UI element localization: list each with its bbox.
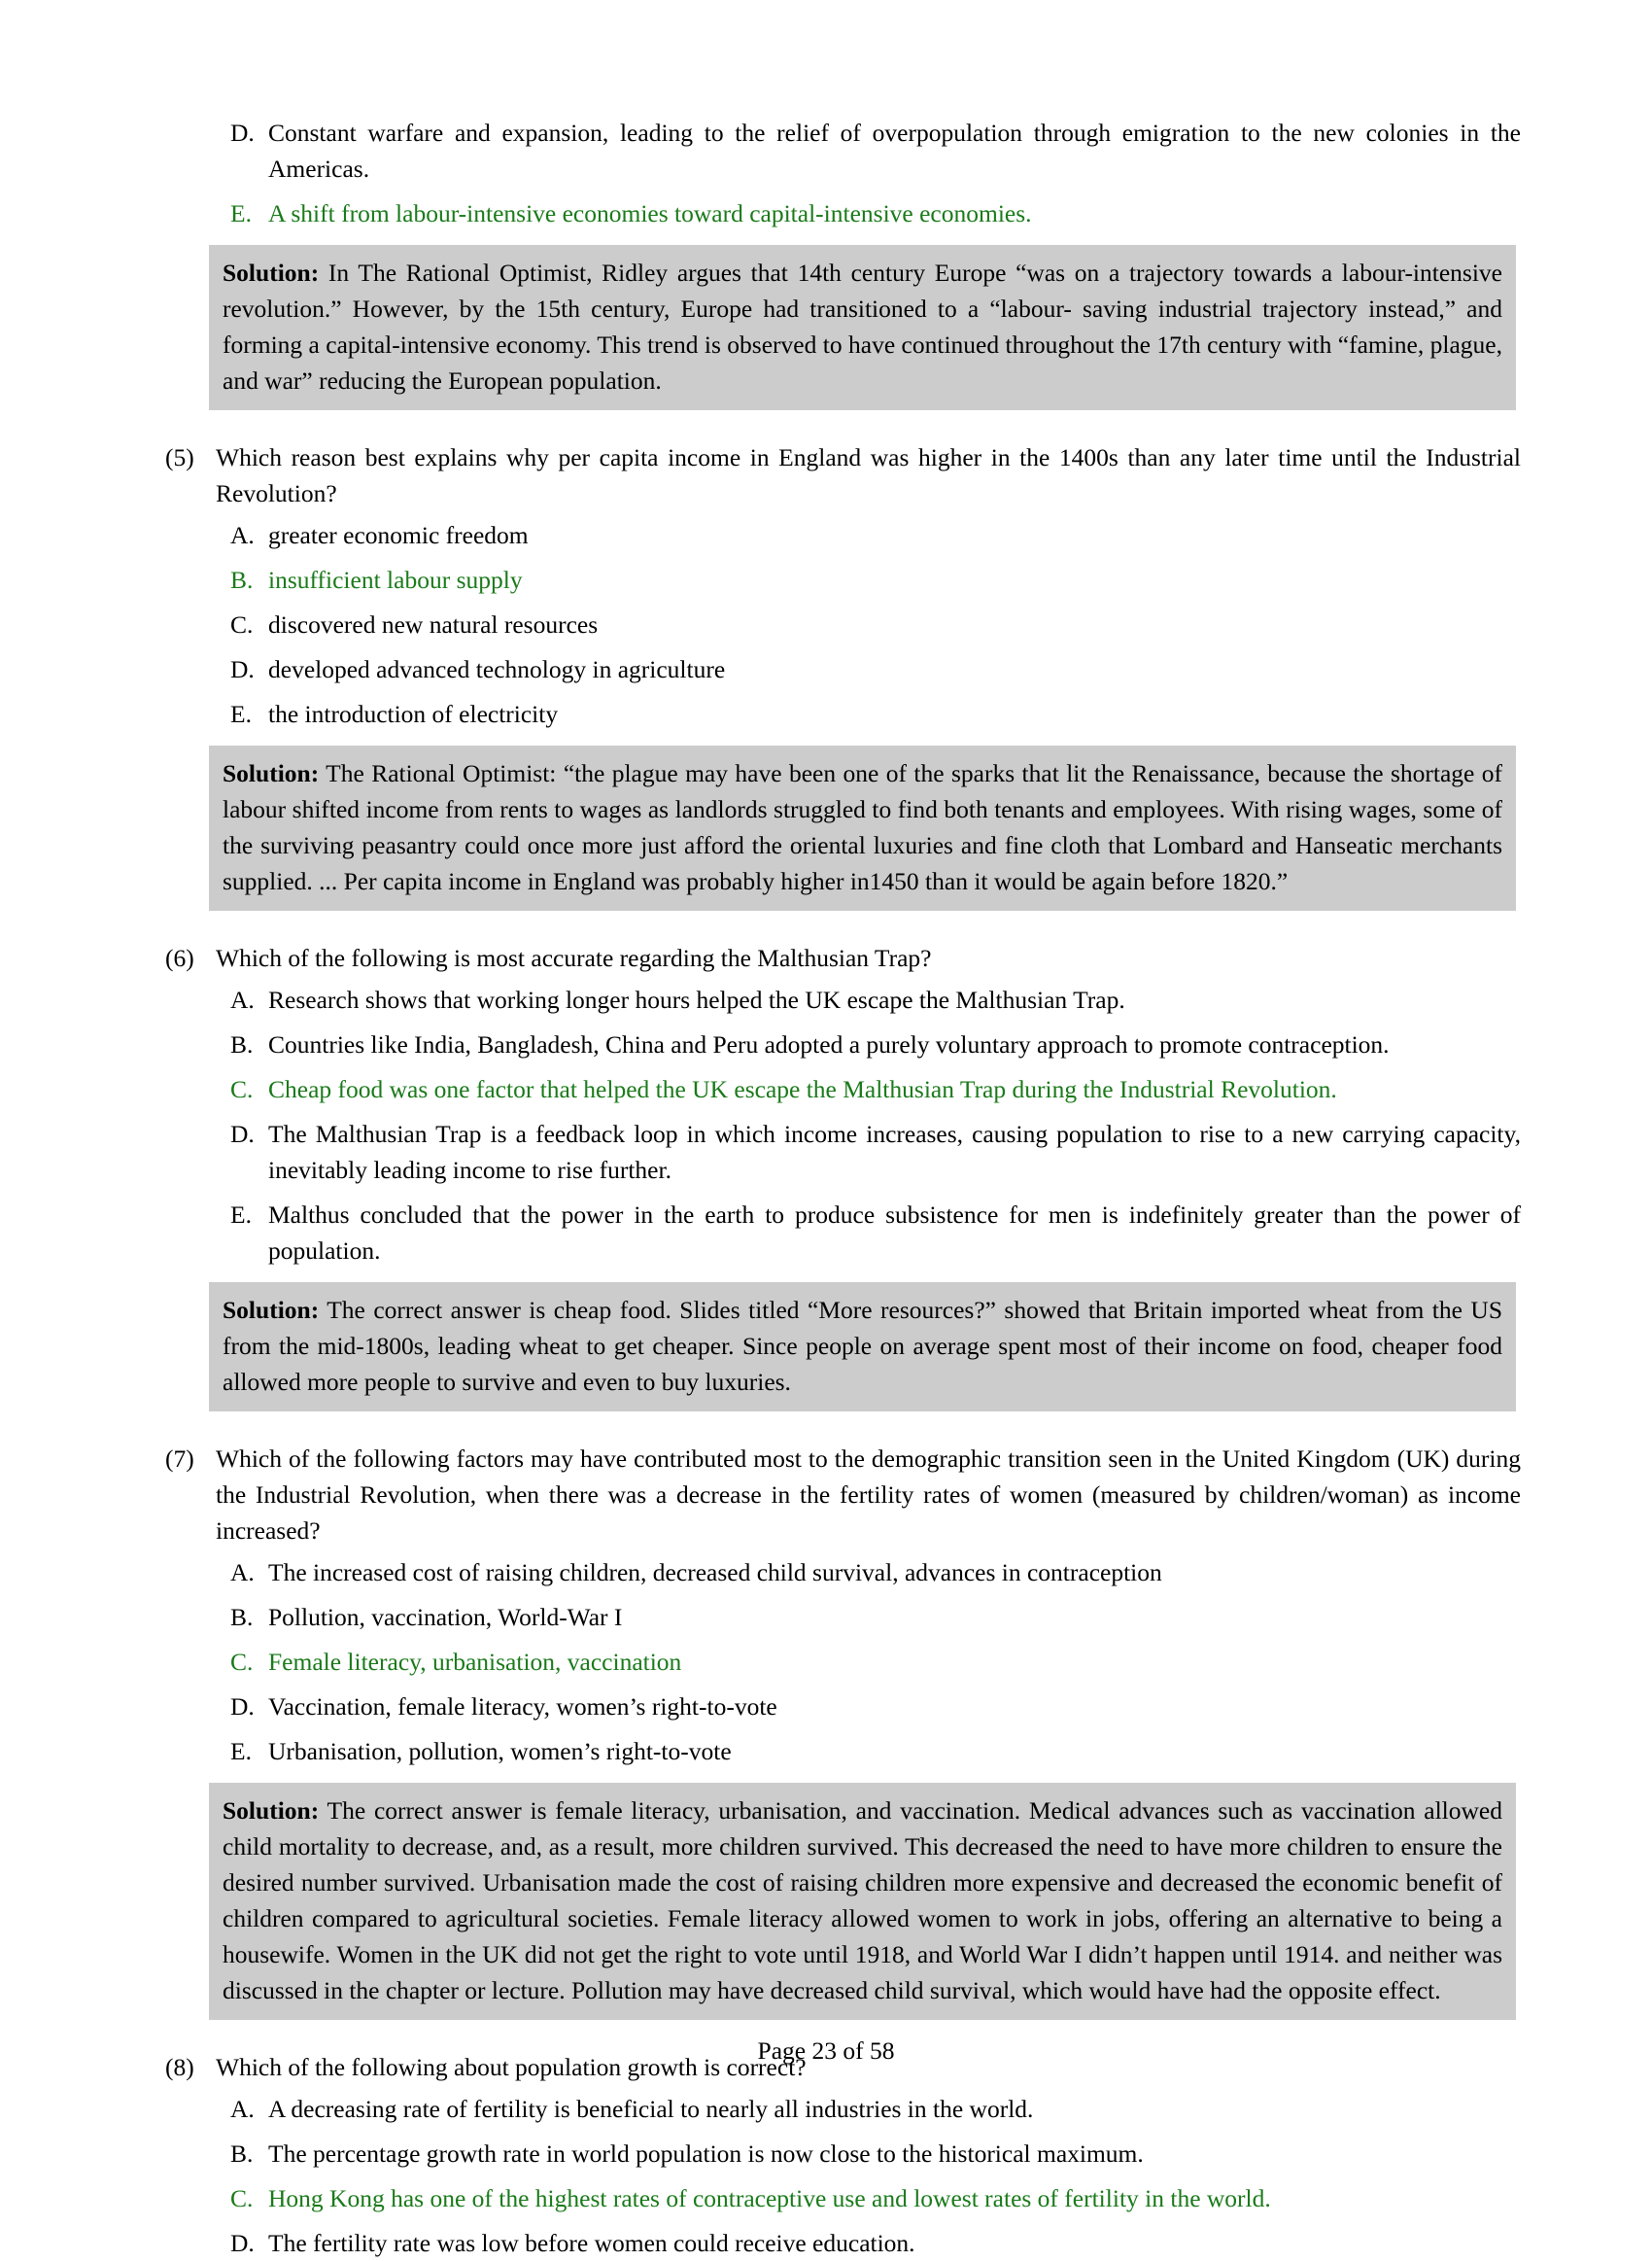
choice-list xyxy=(165,982,1521,1269)
choice-item[interactable] xyxy=(165,2225,1521,2261)
question-number: (6) xyxy=(165,944,194,972)
choice-list xyxy=(165,517,1521,732)
question-prompt-row xyxy=(165,940,1521,976)
solution-text: The correct answer is female literacy, urbanisation, and vaccination. Medical advances such as vaccination allowed child mortality to decrease, and, as a result, more children survived. This decreased the need to have more children to ensure the desired number survived. Urbanisation made the cost of raising children more expensive and decreased the economic benefit of children compared to agricultural societies. Female literacy allowed women to work in jobs, offering an alternative to being a housewife. Women in the UK did not get the right to vote until 1918, and World War I didn’t happen until 1914. and neither was discussed in the chapter or lecture. Pollution may have decreased child survival, which would have had the opposite effect. xyxy=(223,1796,1502,2004)
choice-text: Vaccination, female literacy, women’s right-to-vote xyxy=(268,1692,777,1721)
question-prompt: Which of the following is most accurate regarding the Malthusian Trap? xyxy=(216,944,932,972)
choice-letter: D. xyxy=(230,655,255,683)
question-block-8 xyxy=(165,2049,1521,2261)
question-block-7 xyxy=(165,1441,1521,2020)
question-number: (5) xyxy=(165,443,194,471)
choice-letter: D. xyxy=(230,1692,255,1721)
choice-letter: B. xyxy=(230,1030,254,1059)
choice-item[interactable] xyxy=(165,115,1521,187)
question-prompt-row xyxy=(165,439,1521,511)
choice-item[interactable] xyxy=(165,2091,1521,2127)
choice-text: The percentage growth rate in world population is now close to the historical maximum. xyxy=(268,2139,1144,2168)
choice-letter: D. xyxy=(230,1120,255,1148)
choice-item[interactable] xyxy=(165,1071,1521,1107)
choice-letter: C. xyxy=(230,1648,254,1676)
choice-letter: E. xyxy=(230,700,252,728)
choice-letter: C. xyxy=(230,1075,254,1103)
choice-item[interactable] xyxy=(165,1733,1521,1769)
choice-letter: B. xyxy=(230,2139,254,2168)
solution-box xyxy=(209,1783,1516,2020)
choice-text: The fertility rate was low before women could receive education. xyxy=(268,2229,915,2257)
choice-text: A decreasing rate of fertility is beneficial to nearly all industries in the world. xyxy=(268,2095,1034,2123)
choice-letter: B. xyxy=(230,1603,254,1631)
choice-text: developed advanced technology in agriculture xyxy=(268,655,726,683)
question-number: (7) xyxy=(165,1444,194,1473)
choice-text: Cheap food was one factor that helped the UK escape the Malthusian Trap during the Industrial Revolution. xyxy=(268,1075,1337,1103)
choice-letter: A. xyxy=(230,2095,255,2123)
choice-list xyxy=(165,1554,1521,1769)
choice-text: greater economic freedom xyxy=(268,521,529,549)
solution-label: Solution: xyxy=(223,259,320,287)
choice-text: discovered new natural resources xyxy=(268,610,599,639)
choice-text: Malthus concluded that the power in the earth to produce subsistence for men is indefinitely greater than the power of population. xyxy=(268,1200,1521,1265)
choice-text: Hong Kong has one of the highest rates of contraceptive use and lowest rates of fertility in the world. xyxy=(268,2184,1271,2212)
page-content xyxy=(165,115,1521,2261)
choice-text: The Malthusian Trap is a feedback loop in which income increases, causing population to rise to a new carrying capacity, inevitably leading income to rise further. xyxy=(268,1120,1521,1184)
choice-item[interactable] xyxy=(165,607,1521,643)
choice-text: insufficient labour supply xyxy=(268,566,523,594)
choice-letter: B. xyxy=(230,566,254,594)
choice-item[interactable] xyxy=(165,1026,1521,1062)
choice-item[interactable] xyxy=(165,2180,1521,2216)
choice-letter: A. xyxy=(230,1558,255,1586)
question-prompt-row xyxy=(165,1441,1521,1548)
choice-letter: A. xyxy=(230,986,255,1014)
solution-label: Solution: xyxy=(223,1796,320,1825)
solution-box xyxy=(209,1282,1516,1411)
choice-letter: E. xyxy=(230,1200,252,1229)
choice-item[interactable] xyxy=(165,982,1521,1018)
solution-label: Solution: xyxy=(223,1296,320,1324)
choice-text: the introduction of electricity xyxy=(268,700,559,728)
choice-text: Pollution, vaccination, World-War I xyxy=(268,1603,623,1631)
choice-item[interactable] xyxy=(165,1554,1521,1590)
choice-item[interactable] xyxy=(165,517,1521,553)
question-prompt: Which reason best explains why per capita income in England was higher in the 1400s than any later time until the Industrial Revolution? xyxy=(216,443,1521,507)
solution-label: Solution: xyxy=(223,759,320,787)
question-prompt: Which of the following factors may have contributed most to the demographic transition seen in the United Kingdom (UK) during the Industrial Revolution, when there was a decrease in the fertility rates of women (measured by children/woman) as income increased? xyxy=(216,1444,1521,1545)
choice-text: Countries like India, Bangladesh, China and Peru adopted a purely voluntary approach to promote contraception. xyxy=(268,1030,1390,1059)
choice-text: Urbanisation, pollution, women’s right-to-vote xyxy=(268,1737,732,1765)
choice-letter: D. xyxy=(230,2229,255,2257)
choice-text: The increased cost of raising children, decreased child survival, advances in contraception xyxy=(268,1558,1162,1586)
solution-box xyxy=(209,746,1516,911)
choice-list xyxy=(165,2091,1521,2261)
choice-item[interactable] xyxy=(165,1644,1521,1680)
solution-text: The correct answer is cheap food. Slides titled “More resources?” showed that Britain imported wheat from the US from the mid-1800s, leading wheat to get cheaper. Since people on average spent most of their income on food, cheaper food allowed more people to survive and even to buy luxuries. xyxy=(223,1296,1503,1396)
choice-text: Constant warfare and expansion, leading to the relief of overpopulation through emigration to the new colonies in the Americas. xyxy=(268,119,1521,183)
carryover-question-block xyxy=(165,115,1521,410)
choice-item[interactable] xyxy=(165,696,1521,732)
question-block-5 xyxy=(165,439,1521,911)
page-footer xyxy=(0,2036,1652,2066)
choice-item[interactable] xyxy=(165,195,1521,231)
choice-letter: C. xyxy=(230,2184,254,2212)
choice-text: Research shows that working longer hours helped the UK escape the Malthusian Trap. xyxy=(268,986,1125,1014)
question-number: (8) xyxy=(165,2053,194,2081)
choice-letter: D. xyxy=(230,119,255,147)
question-prompt: Which of the following about population growth is correct? xyxy=(216,2053,807,2081)
choice-letter: E. xyxy=(230,199,252,227)
choice-letter: E. xyxy=(230,1737,252,1765)
solution-text: In The Rational Optimist, Ridley argues that 14th century Europe “was on a trajectory towards a labour-intensive revolution.” However, by the 15th century, Europe had transitioned to a “labour- saving industrial trajectory instead,” and forming a capital-intensive economy. This trend is observed to have continued throughout the 17th century with “famine, plague, and war” reducing the European population. xyxy=(223,259,1502,395)
choice-item[interactable] xyxy=(165,562,1521,598)
question-block-6 xyxy=(165,940,1521,1411)
solution-text: The Rational Optimist: “the plague may have been one of the sparks that lit the Renaissance, because the shortage of labour shifted income from rents to wages as landlords struggled to find both tenants and employees. With rising wages, some of the surviving peasantry could once more just afford the oriental luxuries and fine cloth that Lombard and Hanseatic merchants supplied. ... Per capita income in England was probably higher in1450 than it would be again before 1820.” xyxy=(223,759,1503,895)
choice-item[interactable] xyxy=(165,1116,1521,1188)
choice-item[interactable] xyxy=(165,1688,1521,1724)
choice-item[interactable] xyxy=(165,1197,1521,1269)
carryover-choice-list xyxy=(165,115,1521,231)
spacer xyxy=(165,410,1521,439)
spacer xyxy=(165,1411,1521,1441)
choice-item[interactable] xyxy=(165,2136,1521,2172)
choice-text: A shift from labour-intensive economies toward capital-intensive economies. xyxy=(268,199,1032,227)
choice-letter: A. xyxy=(230,521,255,549)
solution-box xyxy=(209,245,1516,410)
page-number-label: Page 23 of 58 xyxy=(757,2036,895,2065)
choice-item[interactable] xyxy=(165,651,1521,687)
choice-item[interactable] xyxy=(165,1599,1521,1635)
spacer xyxy=(165,911,1521,940)
choice-text: Female literacy, urbanisation, vaccination xyxy=(268,1648,682,1676)
choice-letter: C. xyxy=(230,610,254,639)
